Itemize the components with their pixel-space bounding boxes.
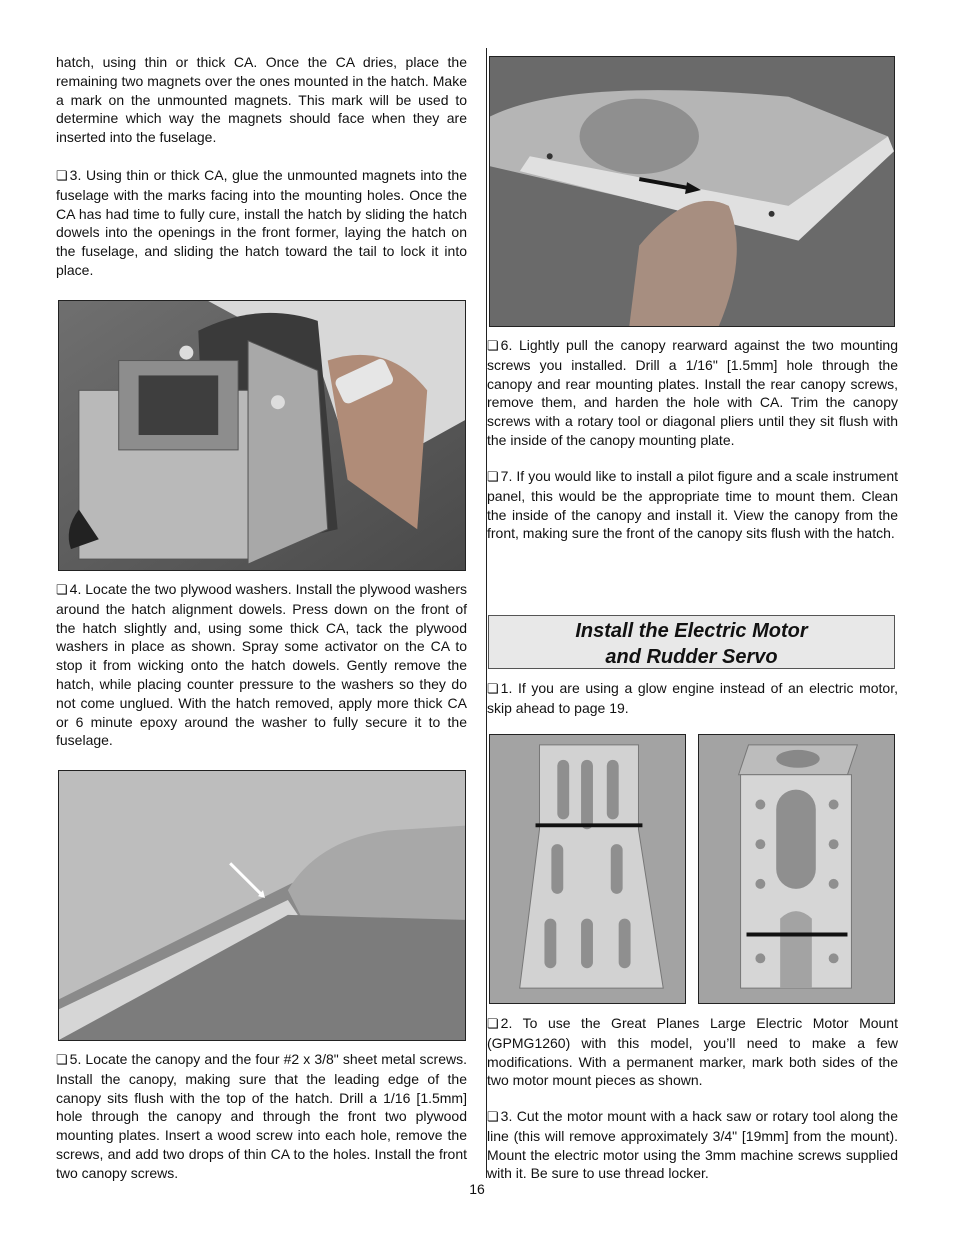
checkbox-icon[interactable]: ❏ [56, 168, 68, 183]
motor-step-2 [487, 1014, 898, 1090]
step-3 [56, 166, 467, 280]
checkbox-icon[interactable]: ❏ [56, 582, 68, 597]
photo-canopy-leading-edge [58, 770, 466, 1041]
section-heading [488, 615, 895, 669]
checkbox-icon[interactable]: ❏ [56, 1052, 68, 1067]
checkbox-icon[interactable]: ❏ [487, 469, 499, 484]
photo-plywood-washers-ca [58, 300, 466, 571]
photo-canopy-pull-rearward [489, 56, 895, 327]
column-divider [486, 48, 487, 1178]
motor-step-2-text: 2. To use the Great Planes Large Electric Motor Mount (GPMG1260) with this model, you’ll need to make a few modifications. With a permanent marker, mark both sides of the two motor mount pieces as shown. [487, 1015, 898, 1089]
step-5-text: 5. Locate the canopy and the four #2 x 3/8" sheet metal screws. Install the canopy, making sure that the leading edge of the canopy sits flush with the top of the hatch. Drill a 1/16 [1.5mm] hole through the canopy and through the front two plywood mounting plates. Insert a wood screw into each hole, remove the screws, and add two drops of thin CA to the holes. Install the front two canopy screws. [56, 1051, 467, 1181]
step-7 [487, 467, 898, 543]
step-6-text: 6. Lightly pull the canopy rearward against the two mounting screws you installed. Drill a 1/16" [1.5mm] hole through the canopy and rear mounting plates. Install the rear canopy screws, remove them, and harden the hole with CA. Trim the canopy screws with a rotary tool or diagonal pliers until they sit flush with the inside of the canopy mounting plate. [487, 337, 898, 448]
photo-motor-mount-side [698, 734, 895, 1004]
motor-step-1 [487, 679, 898, 718]
checkbox-icon[interactable]: ❏ [487, 1016, 499, 1031]
section-heading-line-1: Install the Electric Motor [575, 620, 808, 642]
page-number: 16 [469, 1181, 485, 1197]
step-5 [56, 1050, 467, 1183]
section-heading-line-2: and Rudder Servo [605, 646, 778, 668]
motor-step-3-text: 3. Cut the motor mount with a hack saw or rotary tool along the line (this will remove approximately 3/4" [19mm] from the mount). Mount the electric motor using the 3mm machine screws supplied with it. Be sure to use thread locker. [487, 1108, 898, 1182]
intro-paragraph: hatch, using thin or thick CA. Once the CA dries, place the remaining two magnets over the ones mounted in the hatch. Make a mark on the unmounted magnets. This mark will be used to determine which way the magnets should face when they are inserted into the fuselage. [56, 54, 467, 146]
checkbox-icon[interactable]: ❏ [487, 681, 499, 696]
step-4 [56, 580, 467, 750]
step-3-text: 3. Using thin or thick CA, glue the unmounted magnets into the fuselage with the marks facing into the mounting holes. Once the CA has had time to fully cure, install the hatch by sliding the hatch dowels into the openings in the front former, laying the hatch on the fuselage, and sliding the hatch toward the tail to lock it into place. [56, 167, 467, 278]
checkbox-icon[interactable]: ❏ [487, 1109, 499, 1124]
step-4-text: 4. Locate the two plywood washers. Install the plywood washers around the hatch alignment dowels. Press down on the front of the hatch slightly and, using some thick CA, tack the plywood washers in place as shown. Spray some activator on the CA to stop it from wicking onto the hatch dowels. Gently remove the hatch, while placing counter pressure to the washers so they do not come unglued. With the hatch removed, apply more thick CA or 6 minute epoxy around the washer to fully secure it to the fuselage. [56, 581, 467, 749]
photo-motor-mount-front [489, 734, 686, 1004]
motor-step-3 [487, 1107, 898, 1183]
checkbox-icon[interactable]: ❏ [487, 338, 499, 353]
step-6 [487, 336, 898, 450]
step-7-text: 7. If you would like to install a pilot figure and a scale instrument panel, this would be the appropriate time to mount them. Clean the inside of the canopy and install it. View the canopy from the front, making sure the front of the canopy sits flush with the hatch. [487, 468, 898, 542]
motor-step-1-text: 1. If you are using a glow engine instead of an electric motor, skip ahead to page 19. [487, 680, 898, 716]
